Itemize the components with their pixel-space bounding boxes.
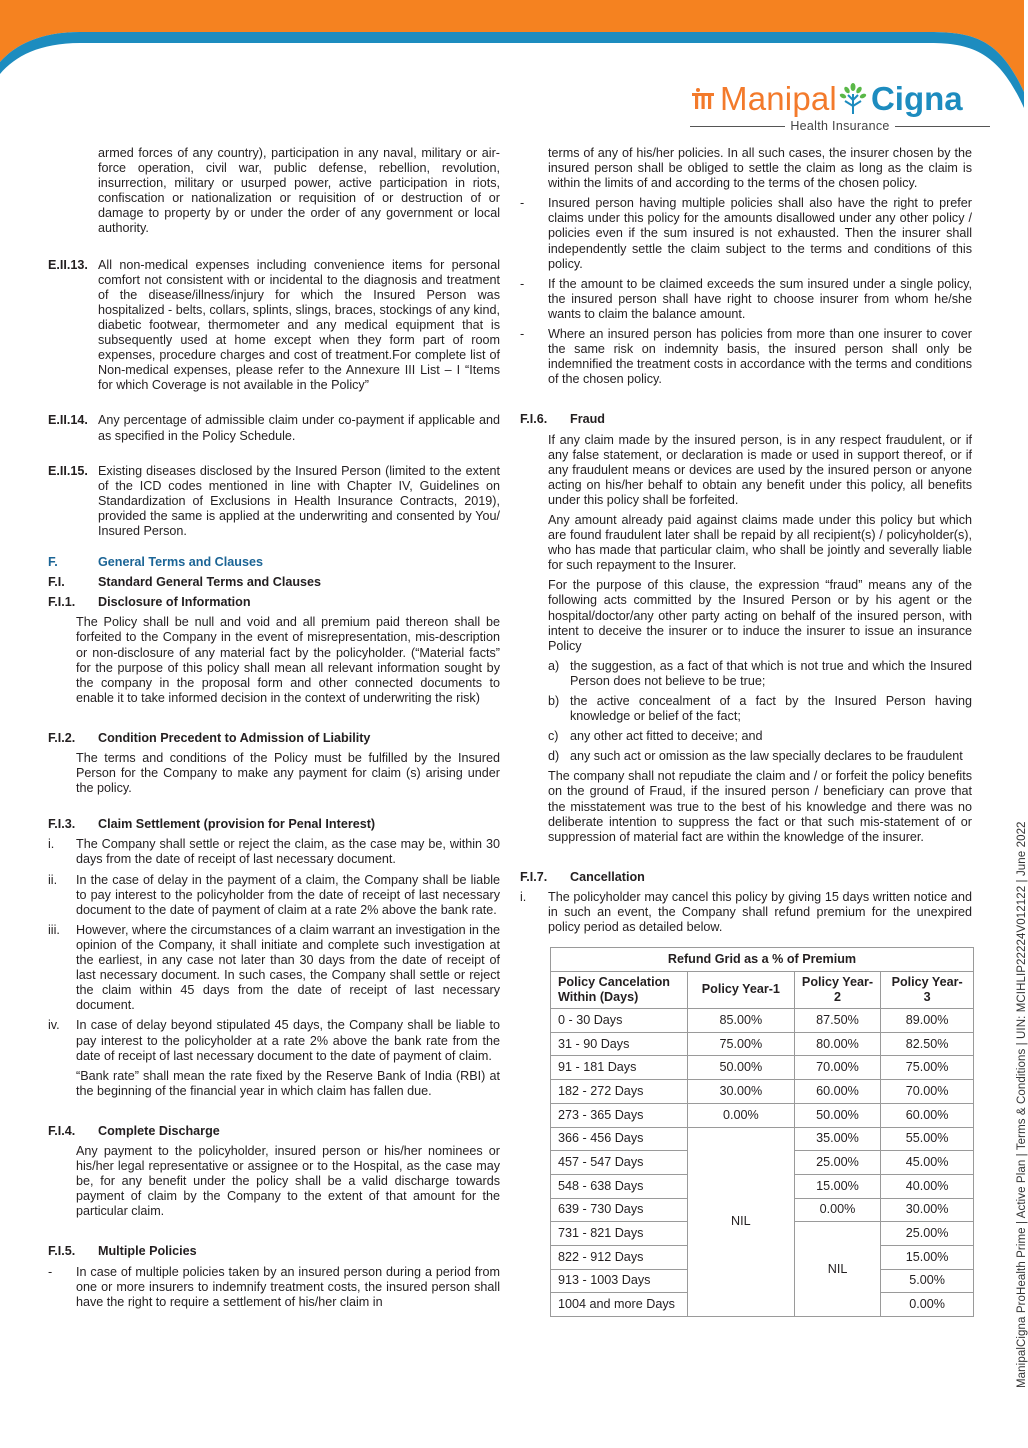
table-cell: 85.00% [687,1009,794,1033]
table-title: Refund Grid as a % of Premium [551,948,974,972]
list-item [48,837,500,867]
fraud-paragraph-3: For the purpose of this clause, the expression “fraud” means any of the following acts committed by the Insured Person or by his agent or the hospital/doctor/any other party acting on behalf of the insured person, with intent to deceive the insurer or to induce the insurer to issue an insurance Policy [548,578,972,653]
list-item-text: If the amount to be claimed exceeds the sum insured under a single policy, the insured person shall have right to choose insurer from whom he/she wants to claim the balance amount. [548,276,972,321]
table-cell: 182 - 272 Days [551,1080,688,1104]
brand-name-cigna: Cigna [870,80,963,117]
side-footer: ManipalCigna ProHealth Prime | Active Plan | Terms & Conditions | UIN: MCIHLIP22224V012122 | June 2022 [1016,821,1028,1388]
list-item-bullet: - [520,196,525,211]
table-cell: 50.00% [687,1056,794,1080]
exclusion-e14-label: E.II.14. [48,413,88,428]
clause-fi2-text: The terms and conditions of the Policy must be fulfilled by the Insured Person for the Company to make any payment for claim (s) arising under the policy. [76,751,500,796]
list-item [548,659,972,689]
column-header: Policy Year-1 [687,971,794,1008]
table-cell: 50.00% [794,1103,881,1127]
table-cell: 731 - 821 Days [551,1222,688,1246]
fraud-paragraph-4: The company shall not repudiate the claim and / or forfeit the policy benefits on the ground of Fraud, if the insured person / beneficiary can prove that the misstatement was true to the best of his knowledge and there was no deliberate intention to suppress the fact or that such mis-statement of or suppression of material fact are within the knowledge of the insurer. [548,769,972,844]
left-column [48,146,500,1310]
clause-fi4-text: Any payment to the policyholder, insured person or his/her nominees or his/her legal representative or assignee or to the Hospital, as the case may be, for any benefit under the policy shall be a valid discharge towards payment of claim by the Company to the extent of that amount for the particular claim. [76,1143,500,1219]
table-cell: 0.00% [794,1198,881,1222]
list-item [548,694,972,724]
exclusion-e15-text: Existing diseases disclosed by the Insured Person (limited to the extent of the ICD codes mentioned in line with Chapter IV, Guidelines on Standardization of Exclusions in Health Insurance Contracts, 2019), provided the same is applied at the underwriting and consented by You/ Insured Person. [98,463,500,538]
list-item-number: iii. [48,922,60,937]
clause-fi2-heading [48,731,500,746]
table-cell: 45.00% [881,1151,974,1175]
clause-fi3-title: Claim Settlement (provision for Penal Interest) [98,817,376,832]
table-cell: 822 - 912 Days [551,1245,688,1269]
clause-fi7-title: Cancellation [570,869,645,884]
table-cell: 60.00% [794,1080,881,1104]
table-cell: 548 - 638 Days [551,1174,688,1198]
column-header: Policy Cancelation Within (Days) [551,971,688,1008]
table-cell: 1004 and more Days [551,1293,688,1317]
table-cell: 87.50% [794,1009,881,1033]
list-item-letter: c) [548,729,559,744]
table-cell: 366 - 456 Days [551,1127,688,1151]
nil-cell-year-1: NIL [687,1127,794,1317]
table-cell: 82.50% [881,1032,974,1056]
exclusion-e13-label: E.II.13. [48,257,88,272]
list-item-text: In the case of delay in the payment of a claim, the Company shall be liable to pay interest to the policyholder from the date of receipt of last necessary document to the date of payment of claim at a rate 2% above the bank rate. [76,872,500,917]
section-fi-heading [48,575,500,590]
clause-fi1-text: The Policy shall be null and void and all premium paid thereon shall be forfeited to the Company in the event of misrepresentation, mis-description or non-disclosure of any material fact by the policyholder. (“Material facts” for the purpose of this policy shall mean all relevant information sought by the company in the proposal form and other connected documents to enable it to take informed decision in the context of underwriting the risk) [76,615,500,705]
list-item-text: In case of multiple policies taken by an insured person during a period from one or more insurers to indemnify treatment costs, the insured person shall have the right to require a settlement of his/her claim in [76,1264,500,1309]
brand-name-manipal: Manipal [720,80,837,117]
cigna-tree-icon [839,82,867,116]
list-item-text: the active concealment of a fact by the Insured Person having knowledge or belief of the fact; [570,694,972,724]
table-cell: 31 - 90 Days [551,1032,688,1056]
table-cell: 913 - 1003 Days [551,1269,688,1293]
list-item-bullet: - [520,327,525,342]
brand-logo [690,80,990,142]
table-cell: 639 - 730 Days [551,1198,688,1222]
list-item-text: The Company shall settle or reject the claim, as the case may be, within 30 days from the date of receipt of last necessary document. [76,837,500,867]
table-cell: 25.00% [794,1151,881,1175]
clause-fi2-title: Condition Precedent to Admission of Liability [98,730,371,745]
column-header: Policy Year-2 [794,971,881,1008]
table-cell: 0.00% [687,1103,794,1127]
clause-fi1-title: Disclosure of Information [98,595,251,610]
bank-rate-definition: “Bank rate” shall mean the rate fixed by the Reserve Bank of India (RBI) at the beginning of the financial year in which claim has fallen due. [76,1068,500,1098]
table-cell: 30.00% [881,1198,974,1222]
list-item-text: any other act fitted to deceive; and [570,729,763,744]
clause-fi4-heading [48,1124,500,1139]
list-item-text: the suggestion, as a fact of that which is not true and which the Insured Person does not believe to be true; [570,658,972,688]
clause-fi7-number: F.I.7. [520,869,548,884]
list-item-text: any such act or omission as the law specially declares to be fraudulent [570,749,963,764]
list-item-bullet: - [520,276,525,291]
clause-fi1-heading [48,595,500,610]
list-item-text: In case of delay beyond stipulated 45 days, the Company shall be liable to pay interest to the policyholder at a rate 2% above the bank rate from the date of receipt of last necessary document to the date of payment of claim. [76,1018,500,1063]
table-cell: 15.00% [881,1245,974,1269]
list-item-bullet: - [48,1264,53,1279]
brand-tagline-row [690,119,990,133]
list-item [548,749,972,764]
list-item-number: ii. [48,872,58,887]
exclusion-e15 [48,464,500,539]
table-cell: 457 - 547 Days [551,1151,688,1175]
table-cell: 75.00% [687,1032,794,1056]
manipal-mark-icon [690,87,716,111]
table-cell: 89.00% [881,1009,974,1033]
table-cell: 15.00% [794,1174,881,1198]
table-row [551,1009,974,1033]
clause-fi7-heading [520,870,972,885]
table-cell: 80.00% [794,1032,881,1056]
table-cell: 273 - 365 Days [551,1103,688,1127]
exclusion-e14-text: Any percentage of admissible claim under co-payment if applicable and as specified in the Policy Schedule. [98,413,500,443]
list-item [520,890,972,935]
brand-tagline: Health Insurance [790,119,890,133]
table-cell: 60.00% [881,1103,974,1127]
list-item [48,1018,500,1063]
list-item [48,923,500,1014]
list-item [48,1265,500,1310]
table-cell: 30.00% [687,1080,794,1104]
list-item-letter: d) [548,749,560,764]
right-column [520,146,972,1317]
multiple-policies-continued-text: terms of any of his/her policies. In all such cases, the insurer chosen by the insured person shall be obliged to settle the claim as long as the claim is within the limits of and according to the terms of the chosen policy. [548,146,972,191]
list-item [520,277,972,322]
table-cell: 0.00% [881,1293,974,1317]
list-item [520,196,972,271]
column-header: Policy Year-3 [881,971,974,1008]
nil-cell-year-2: NIL [794,1222,881,1317]
exclusion-e14 [48,413,500,443]
table-title-row [551,948,974,972]
list-item-text: The policyholder may cancel this policy by giving 15 days written notice and in such an event, the Company shall refund premium for the unexpired policy period as detailed below. [548,889,972,935]
list-item-text: Where an insured person has policies from more than one insurer to cover the same risk on indemnity basis, the insured person shall only be indemnified the treatment costs in accordance with the terms and conditions of the chosen policy. [548,327,972,387]
list-item [548,729,972,744]
fraud-paragraph-1: If any claim made by the insured person, is in any respect fraudulent, or if any false statement, or declaration is made or used in support thereof, or if any fraudulent means or devices are used by the insured person or anyone acting on his/her behalf to obtain any benefit under this policy, all benefits under this policy shall be forfeited. [548,432,972,507]
table-row [551,1080,974,1104]
clause-fi4-number: F.I.4. [48,1123,76,1138]
table-cell: 25.00% [881,1222,974,1246]
section-f-heading [48,555,500,570]
table-cell: 75.00% [881,1056,974,1080]
clause-fi3-number: F.I.3. [48,817,76,832]
clause-fi5-title: Multiple Policies [98,1244,197,1259]
table-cell: 0 - 30 Days [551,1009,688,1033]
exclusion-e15-label: E.II.15. [48,463,88,478]
table-row [551,1032,974,1056]
exclusion-e13-text: All non-medical expenses including convenience items for personal comfort not consistent with or incidental to the diagnosis and treatment of the disease/illness/injury for which the Insured Person was hospitalized - belts, collars, splints, slings, braces, stockings of any kind, diabetic footwear, thermometer and any medical equipment that is subsequently used at home except when they form part of room expenses, procedure charges and cost of treatment.For complete list of Non-medical expenses, please refer to the Annexure III List – I “Items for which Coverage is not available in the Policy” [98,257,500,393]
clause-fi4-title: Complete Discharge [98,1123,220,1138]
list-item-number: i. [520,889,527,904]
section-fi-title: Standard General Terms and Clauses [98,575,322,590]
list-item-text: Insured person having multiple policies shall also have the right to prefer claims under this policy for the amounts disallowed under any other policy / policies even if the sum insured is not exhausted. Then the insurer shall independently settle the claim subject to the terms and conditions of this policy. [548,196,972,271]
list-item-number: i. [48,837,55,852]
clause-fi3-heading [48,817,500,832]
list-item [48,873,500,918]
list-item-number: iv. [48,1018,60,1033]
table-cell: 70.00% [881,1080,974,1104]
table-row [551,1056,974,1080]
clause-fi2-number: F.I.2. [48,730,76,745]
list-item [520,327,972,387]
table-cell: 40.00% [881,1174,974,1198]
fraud-paragraph-2: Any amount already paid against claims made under this policy but which are found fraudulent later shall be repaid by all recipient(s) / policyholder(s), who has made that particular claim, who shall be jointly and severally liable for such repayment to the Insurer. [548,512,972,573]
clause-fi1-number: F.I.1. [48,595,76,610]
table-cell: 35.00% [794,1127,881,1151]
table-cell: 91 - 181 Days [551,1056,688,1080]
exclusion-e13 [48,258,500,394]
list-item-letter: b) [548,694,560,708]
section-fi-number: F.I. [48,575,65,590]
list-item-letter: a) [548,658,560,673]
clause-fi6-title: Fraud [570,412,605,427]
clause-fi6-heading [520,412,972,427]
list-item-text: However, where the circumstances of a claim warrant an investigation in the opinion of the Company, it shall initiate and complete such investigation at the earliest, in any case not later than 30 days from the date of receipt of last necessary document. In such cases, the Company shall settle or reject the claim within 45 days from the date of receipt of last necessary document. [76,922,500,1013]
table-cell: 70.00% [794,1056,881,1080]
exclusion-continued-text: armed forces of any country), participation in any naval, military or air-force operation, civil war, public defense, rebellion, revolution, insurrection, military or usurped power, active participation in riots, confiscation or nationalization or requisition of or destruction of or damage to property by or under the order of any government or local authority. [98,146,500,236]
table-row [551,1127,974,1151]
clause-fi5-number: F.I.5. [48,1244,76,1259]
table-cell: 55.00% [881,1127,974,1151]
clause-fi5-heading [48,1244,500,1259]
table-cell: 5.00% [881,1269,974,1293]
table-row [551,1103,974,1127]
refund-grid-table [550,947,974,1317]
section-f-title: General Terms and Clauses [98,555,263,570]
section-f-number: F. [48,555,58,570]
table-header-row [551,971,974,1008]
clause-fi6-number: F.I.6. [520,412,548,427]
